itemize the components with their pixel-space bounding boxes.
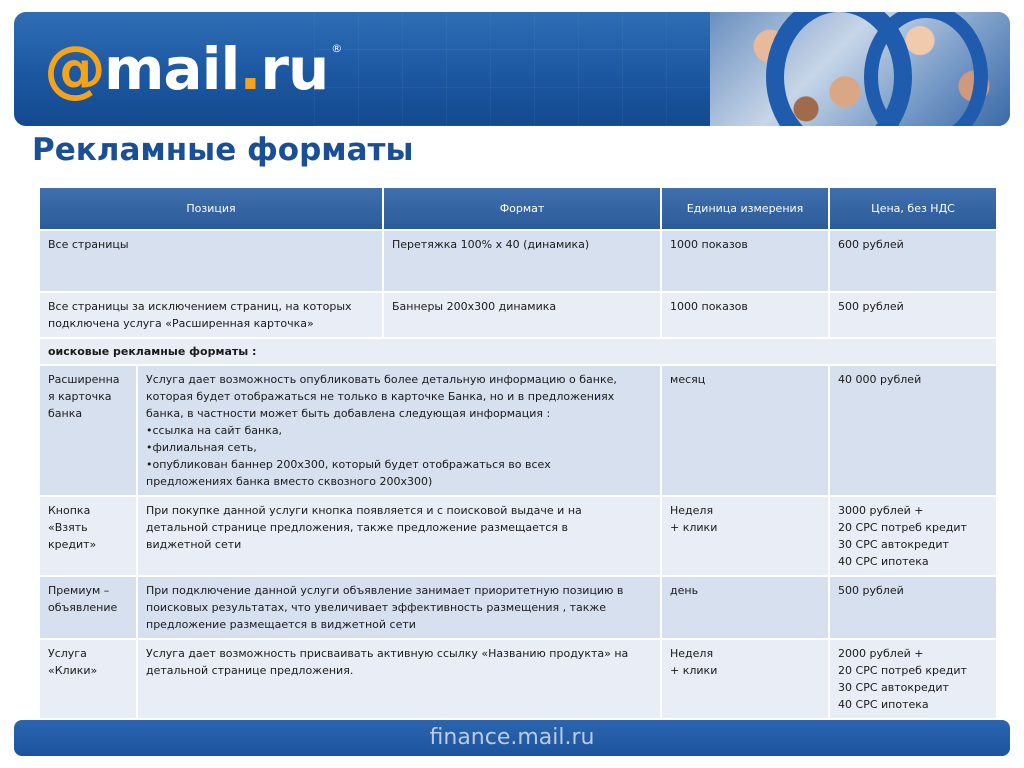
logo-at-sign: @ [44, 32, 106, 105]
mailru-logo[interactable] [44, 32, 343, 105]
cell-unit: Неделя + клики [661, 639, 829, 719]
cell-price: 3000 рублей + 20 CPC потреб кредит 30 CPC автокредит 40 CPC ипотека [829, 496, 997, 576]
table-row [39, 496, 997, 576]
cell-position: Премиум – объявление [39, 576, 137, 639]
cell-format: При покупке данной услуги кнопка появляется и с поисковой выдаче и на детальной странице предложения, также предложение размещается в виджетной сети [137, 496, 661, 576]
cell-position: Все страницы [39, 230, 383, 292]
table-row [39, 230, 997, 292]
registered-mark: ® [331, 42, 343, 55]
ad-formats-table [38, 186, 996, 720]
cell-position: Услуга «Клики» [39, 639, 137, 719]
cell-price: 500 рублей [829, 292, 997, 338]
table-header-row [39, 187, 997, 230]
cell-unit: месяц [661, 365, 829, 496]
cell-position: Кнопка «Взять кредит» [39, 496, 137, 576]
cell-unit: 1000 показов [661, 292, 829, 338]
cell-format: Баннеры 200х300 динамика [383, 292, 661, 338]
cell-price: 600 рублей [829, 230, 997, 292]
cell-price: 500 рублей [829, 576, 997, 639]
section-label: оисковые рекламные форматы : [39, 338, 997, 365]
cell-price: 40 000 рублей [829, 365, 997, 496]
cell-position: Все страницы за исключением страниц, на которых подключена услуга «Расширенная карточка» [39, 292, 383, 338]
column-header-format: Формат [383, 187, 661, 230]
table-row [39, 639, 997, 719]
logo-wordmark: mail.ru [104, 35, 329, 103]
cell-format: Перетяжка 100% х 40 (динамика) [383, 230, 661, 292]
brand-ring-graphic [864, 12, 988, 126]
cell-format: При подключение данной услуги объявление занимает приоритетную позицию в поисковых результатах, что увеличивает эффективность размещения , также предложение размещается в виджетной сети [137, 576, 661, 639]
column-header-position: Позиция [39, 187, 383, 230]
column-header-price: Цена, без НДС [829, 187, 997, 230]
cell-unit: день [661, 576, 829, 639]
cell-format: Услуга дает возможность присваивать активную ссылку «Названию продукта» на детальной странице предложения. [137, 639, 661, 719]
table-row [39, 576, 997, 639]
footer-bar [14, 720, 1010, 756]
cell-unit: Неделя + клики [661, 496, 829, 576]
page-title: Рекламные форматы [32, 132, 414, 168]
cell-format: Услуга дает возможность опубликовать более детальную информацию о банке, которая будет отображаться не только в карточке Банка, но и в предложениях банка, в частности может быть добавлена следующая информация : •ссылка на сайт банка, •филиальная сеть, •опубликован баннер 200х300, который будет отображаться во всех предложениях банка вместо сквозного 200х300) [137, 365, 661, 496]
header-banner [14, 12, 1010, 126]
cell-price: 2000 рублей + 20 CPC потреб кредит 30 CPC автокредит 40 CPC ипотека [829, 639, 997, 719]
cell-unit: 1000 показов [661, 230, 829, 292]
table-row [39, 292, 997, 338]
cell-position: Расширенна я карточка банка [39, 365, 137, 496]
column-header-unit: Единица измерения [661, 187, 829, 230]
section-row [39, 338, 997, 365]
footer-site-link[interactable]: finance.mail.ru [429, 725, 595, 750]
table-row [39, 365, 997, 496]
